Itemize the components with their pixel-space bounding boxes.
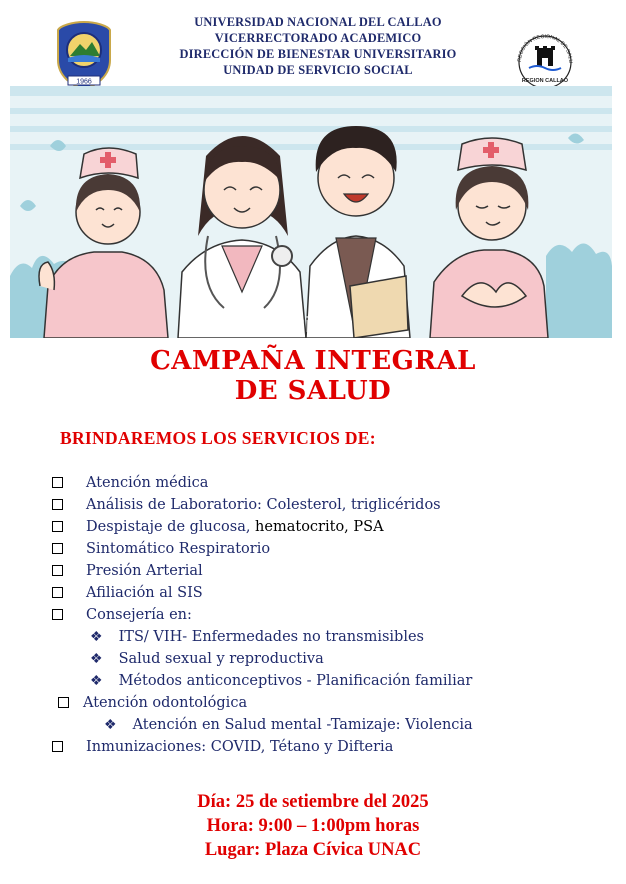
checkbox-bullet-icon (52, 565, 63, 576)
service-label: Análisis de Laboratorio: Colesterol, triglicéridos (86, 497, 441, 513)
sub-list-item (104, 715, 473, 735)
event-date: Día: 25 de setiembre del 2025 (197, 792, 429, 812)
university-logo (56, 20, 112, 90)
diamond-bullet-icon: ❖ (90, 651, 103, 667)
list-item (52, 583, 203, 603)
list-item (52, 539, 270, 559)
service-label: Atención médica (86, 475, 209, 491)
list-item (52, 517, 384, 537)
header-line-direccion: DIRECCIÓN DE BIENESTAR UNIVERSITARIO (179, 47, 457, 61)
checkbox-bullet-icon (52, 587, 63, 598)
svg-text:REGION CALLAO: REGION CALLAO (521, 78, 569, 84)
campaign-title-line1: CAMPAÑA INTEGRAL (150, 346, 476, 376)
list-item (52, 561, 203, 581)
diresa-logo (513, 30, 577, 90)
checkbox-bullet-icon (52, 521, 63, 532)
sub-list-item (90, 627, 424, 647)
checkbox-bullet-icon (52, 609, 63, 620)
header-line-vicerrectorado: VICERRECTORADO ACADEMICO (214, 31, 422, 45)
svg-text:1966: 1966 (76, 78, 92, 86)
services-heading: BRINDAREMOS LOS SERVICIOS DE: (60, 428, 376, 448)
institution-header (140, 14, 496, 78)
checkbox-bullet-icon (52, 741, 63, 752)
service-label: ITS/ VIH- Enfermedades no transmisibles (118, 629, 424, 645)
svg-text:DIRECCIÓN REGIONAL DE SALUD: RECCIÓN REGIONAL DE SALU (516, 33, 574, 64)
health-workers-illustration (10, 86, 612, 338)
service-label: Afiliación al SIS (86, 585, 203, 601)
checkbox-bullet-icon (52, 499, 63, 510)
watermark-text: lovePik (250, 312, 321, 337)
list-item (52, 737, 393, 757)
service-label: Métodos anticonceptivos - Planificación familiar (118, 673, 473, 689)
campaign-title (0, 346, 626, 406)
service-label: Atención en Salud mental -Tamizaje: Violencia (132, 717, 473, 733)
diamond-bullet-icon: ❖ (90, 629, 103, 645)
list-item (52, 605, 192, 625)
diamond-bullet-icon: ❖ (104, 717, 117, 733)
event-location: Lugar: Plaza Cívica UNAC (204, 840, 422, 860)
checkbox-bullet-icon (52, 543, 63, 554)
sub-list-item (90, 649, 324, 669)
service-label: Inmunizaciones: COVID, Tétano y Difteria (86, 739, 394, 755)
service-label: Presión Arterial (86, 563, 203, 579)
service-label: Salud sexual y reproductiva (118, 651, 324, 667)
header (0, 14, 626, 84)
list-item (52, 473, 208, 493)
campaign-title-line2: DE SALUD (234, 376, 392, 406)
service-label: Sintomático Respiratorio (86, 541, 271, 557)
checkbox-bullet-icon (52, 477, 63, 488)
header-line-university: UNIVERSIDAD NACIONAL DEL CALLAO (194, 15, 442, 29)
list-item (58, 693, 247, 713)
list-item (52, 495, 441, 515)
event-time: Hora: 9:00 – 1:00pm horas (206, 816, 420, 836)
checkbox-bullet-icon (58, 697, 69, 708)
diamond-bullet-icon: ❖ (90, 673, 103, 689)
header-line-unidad: UNIDAD DE SERVICIO SOCIAL (223, 63, 413, 77)
sub-list-item (90, 671, 472, 691)
service-label-extra: hematocrito, PSA (250, 519, 384, 535)
event-details (0, 790, 626, 862)
service-label: Consejería en: (86, 607, 192, 623)
service-label: Despistaje de glucosa, (86, 519, 251, 535)
service-label: Atención odontológica (83, 695, 248, 711)
